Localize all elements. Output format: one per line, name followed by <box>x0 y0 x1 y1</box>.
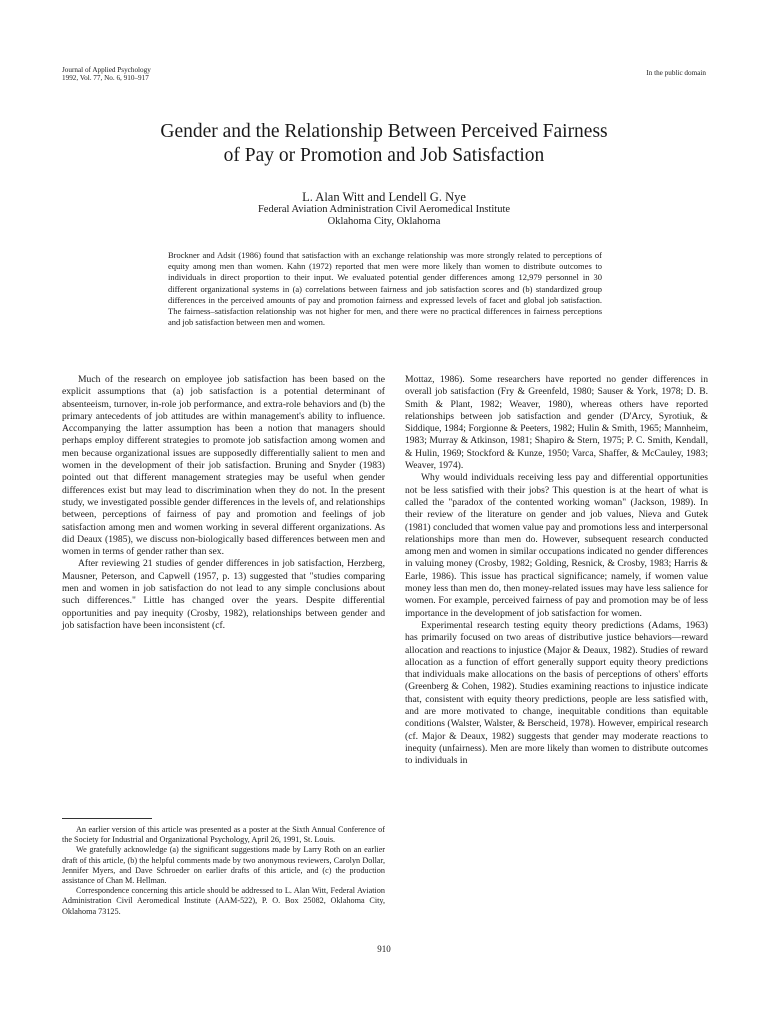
footnotes <box>62 825 385 917</box>
footnote: An earlier version of this article was presented as a poster at the Sixth Annual Conference of the Society for Industrial and Organizational Psychology, April 26, 1991, St. Louis. <box>62 825 385 845</box>
footnote: We gratefully acknowledge (a) the significant suggestions made by Larry Roth on an earlier draft of this article, (b) the helpful comments made by two anonymous reviewers, Carolyn Dollar, Jennifer Myers, and Dave Schroeder on earlier drafts of this article, and (c) the production assistance of Chan M. Hellman. <box>62 845 385 886</box>
footnote-divider <box>62 818 152 819</box>
paragraph: Experimental research testing equity theory predictions (Adams, 1963) has primarily focused on two areas of distributive justice behaviors—reward allocation and reactions to injustice (Major & Deaux, 1982). Studies of reward allocation as a function of effort generally support equity theory predictions that individuals make allocations on the basis of perceptions of others' efforts (Greenberg & Cohen, 1982). Studies examining reactions to injustice indicate that, consistent with equity theory predictions, people are less satisfied with, and are more motivated to change, inequitable conditions than equitable conditions (Walster, Walster, & Berscheid, 1978). However, empirical research (cf. Major & Deaux, 1982) suggests that gender may moderate reactions to inequity (unfairness). Men are more likely than women to distribute outcomes to individuals in <box>405 619 708 767</box>
affiliation-line-1: Federal Aviation Administration Civil Aeromedical Institute <box>257 204 511 215</box>
journal-volume: 1992, Vol. 77, No. 6, 910–917 <box>62 74 149 83</box>
page-number: 910 <box>377 944 391 954</box>
body-column-left <box>62 374 385 632</box>
article-title <box>60 120 708 168</box>
footnote: Correspondence concerning this article should be addressed to L. Alan Witt, Federal Aviation Administration Civil Aeromedical Institute (AAM-522), P. O. Box 25082, Oklahoma City, Oklahoma 73125. <box>62 886 385 916</box>
journal-name: Journal of Applied Psychology <box>62 66 151 74</box>
author-affiliation <box>60 204 708 228</box>
affiliation-line-2: Oklahoma City, Oklahoma <box>327 216 441 227</box>
paragraph: Mottaz, 1986). Some researchers have reported no gender differences in overall job satisfaction (Fry & Greenfeld, 1980; Sauser & York, 1978; D. B. Smith & Plant, 1982; Weaver, 1980), whereas others have reported relationships between job satisfaction and gender (D'Arcy, Syrotiuk, & Siddique, 1984; Forgionne & Peeters, 1982; Hulin & Smith, 1965; Mannheim, 1983; Murray & Atkinson, 1981; Shapiro & Stern, 1975; P. C. Smith, Kendall, & Hulin, 1969; Stockford & Kunze, 1950; Varca, Shaffer, & McCauley, 1983; Weaver, 1974). <box>405 374 708 472</box>
title-line-2: of Pay or Promotion and Job Satisfaction <box>223 145 545 166</box>
public-domain-note: In the public domain <box>646 69 706 77</box>
body-column-right <box>405 374 708 768</box>
paragraph: Why would individuals receiving less pay and differential opportunities not be less satisfied with their jobs? This question is at the heart of what is called the "paradox of the contented working woman" (Jackson, 1989). In their review of the literature on gender and job values, Nieva and Gutek (1981) concluded that women value pay and promotions less and interpersonal relationships more than men do. However, subsequent research conducted among men and women in similar occupations indicated no gender differences in valuing money (Crosby, 1982; Golding, Resnick, & Crosby, 1983; Harris & Earle, 1986). This issue has practical significance; namely, if women value money less than men do, then money-related issues may have less salience for women. For example, perceived fairness of pay and promotion may be of less importance in the development of job satisfaction for women. <box>405 472 708 619</box>
author-names: L. Alan Witt and Lendell G. Nye <box>302 190 466 204</box>
paragraph: Much of the research on employee job satisfaction has been based on the explicit assumptions that (a) job satisfaction is a potential determinant of absenteeism, turnover, in-role job performance, and extra-role behaviors and (b) the primary antecedents of job attitudes are within management's ability to influence. Accompanying the latter assumption has been a notion that managers should perhaps employ different strategies to promote job satisfaction among women and men because organizational issues are supposedly differentially salient to men and women in the development of their job satisfaction. Bruning and Snyder (1983) pointed out that different management strategies may be useful when gender differences exist but may lead to discrimination when they do not. In the present study, we investigated possible gender differences in the levels of, and relationships between, perceptions of fairness of pay and promotion and feelings of job satisfaction among men and women working in several different organizations. As did Deaux (1985), we discuss non-biologically based differences between men and women in terms of gender rather than sex. <box>62 374 385 558</box>
title-line-1: Gender and the Relationship Between Perceived Fairness <box>160 121 608 142</box>
journal-citation <box>62 66 151 82</box>
abstract: Brockner and Adsit (1986) found that satisfaction with an exchange relationship was more strongly related to perceptions of equity among men than women. Kahn (1972) reported that men were more likely than women to distribute outcomes to individuals in direct proportion to their input. We evaluated potential gender differences among 12,979 personnel in 30 different organizational systems in (a) correlations between fairness and job satisfaction scores and (b) standardized group differences in the perceived amounts of pay and promotion fairness and expressed levels of facet and global job satisfaction. The fairness–satisfaction relationship was not higher for men, and there were no practical differences in fairness perceptions and job satisfaction between men and women. <box>168 250 602 328</box>
paragraph: After reviewing 21 studies of gender differences in job satisfaction, Herzberg, Mausner, Peterson, and Capwell (1957, p. 13) suggested that "studies comparing men and women in job satisfaction do not lead to any simple conclusions about such differences." Little has changed over the years. Despite differential opportunities and pay inequity (Crosby, 1982), relationships between gender and job satisfaction have been inconsistent (cf. <box>62 558 385 631</box>
